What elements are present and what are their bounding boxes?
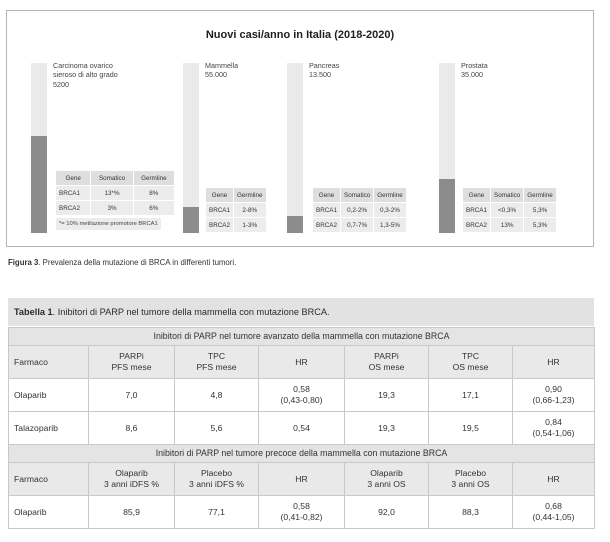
table-cell: 5,6 <box>175 412 259 445</box>
mutation-cell: 13% <box>491 218 523 232</box>
value-label: 35.000 <box>461 70 483 80</box>
column-header: Olaparib 3 anni iDFS % <box>89 463 175 496</box>
mutation-cell: BRCA2 <box>463 218 490 232</box>
table-cell: 4,8 <box>175 379 259 412</box>
parp-table <box>8 327 595 529</box>
drug-name: Olaparib <box>9 496 89 529</box>
column-header: PARPi OS mese <box>345 346 429 379</box>
mutation-cell: BRCA1 <box>463 203 490 217</box>
mutation-header: Somatico <box>91 171 132 185</box>
column-header: PARPi PFS mese <box>89 346 175 379</box>
mutation-cell: 0,3-2% <box>374 203 406 217</box>
mutation-row <box>56 201 174 215</box>
mutation-cell: BRCA1 <box>206 203 233 217</box>
section-title: Inibitori di PARP nel tumore avanzato della mammella con mutazione BRCA <box>9 328 595 346</box>
mutation-row <box>206 218 266 232</box>
mutation-header: Gene <box>206 188 233 202</box>
mutation-header: Somatico <box>341 188 373 202</box>
mutation-cell: BRCA2 <box>313 218 340 232</box>
mutation-cell: 13*% <box>91 186 132 200</box>
mutation-header: Germline <box>134 171 174 185</box>
figure-title: Nuovi casi/anno in Italia (2018-2020) <box>205 29 395 41</box>
mutation-cell: 0,7-7% <box>341 218 373 232</box>
table-cell: 77,1 <box>175 496 259 529</box>
mutation-table-1 <box>205 187 267 233</box>
figure-caption <box>8 258 236 267</box>
mutation-header: Gene <box>313 188 340 202</box>
mutation-header: Germline <box>524 188 556 202</box>
mutation-table-0 <box>55 170 175 216</box>
mutation-cell: 5,3% <box>524 203 556 217</box>
category-label: Carcinoma ovarico <box>53 61 113 70</box>
bar-0 <box>31 136 47 233</box>
mutation-header: Gene <box>463 188 490 202</box>
mutation-cell: 2-8% <box>234 203 266 217</box>
table-cell: 19,5 <box>429 412 513 445</box>
mutation-cell: <0,3% <box>491 203 523 217</box>
table-cell: 85,9 <box>89 496 175 529</box>
mutation-note: *= 10% metilazione promotore BRCA1 <box>56 218 161 230</box>
table-cell: 0,68 (0,44-1,05) <box>513 496 595 529</box>
column-header: TPC OS mese <box>429 346 513 379</box>
drug-name: Talazoparib <box>9 412 89 445</box>
header-row <box>9 346 595 379</box>
bar-1 <box>183 207 199 233</box>
bar-3 <box>439 179 455 233</box>
column-title-0 <box>53 61 118 89</box>
mutation-header: Germline <box>234 188 266 202</box>
mutation-row <box>206 203 266 217</box>
column-header: Placebo 3 anni iDFS % <box>175 463 259 496</box>
table-title-label: Tabella 1 <box>14 307 53 317</box>
table-row <box>9 496 595 529</box>
mutation-cell: 8% <box>134 186 174 200</box>
table-cell: 0,54 <box>259 412 345 445</box>
column-header: Olaparib 3 anni OS <box>345 463 429 496</box>
category-label: Pancreas <box>309 61 340 70</box>
mutation-header: Somatico <box>491 188 523 202</box>
column-header: Farmaco <box>9 463 89 496</box>
bar-2 <box>287 216 303 233</box>
table-cell: 0,84 (0,54-1,06) <box>513 412 595 445</box>
mutation-cell: 5,3% <box>524 218 556 232</box>
mutation-row <box>463 203 556 217</box>
drug-name: Olaparib <box>9 379 89 412</box>
section-title: Inibitori di PARP nel tumore precoce della mammella con mutazione BRCA <box>9 445 595 463</box>
table-row <box>9 412 595 445</box>
table-cell: 0,90 (0,66-1,23) <box>513 379 595 412</box>
category-label: sieroso di alto grado <box>53 70 118 80</box>
section-title-row <box>9 445 595 463</box>
column-header: Placebo 3 anni OS <box>429 463 513 496</box>
mutation-header: Gene <box>56 171 90 185</box>
column-title-1 <box>205 61 238 80</box>
table-cell: 7,0 <box>89 379 175 412</box>
mutation-cell: 0,2-2% <box>341 203 373 217</box>
mutation-header: Germline <box>374 188 406 202</box>
table-row <box>9 379 595 412</box>
mutation-cell: 1-3% <box>234 218 266 232</box>
mutation-row <box>313 203 406 217</box>
table-title <box>8 298 594 327</box>
mutation-row <box>313 218 406 232</box>
mutation-cell: BRCA2 <box>56 201 90 215</box>
caption-text: . Prevalenza della mutazione di BRCA in differenti tumori. <box>38 258 237 267</box>
table-cell: 88,3 <box>429 496 513 529</box>
column-header: Farmaco <box>9 346 89 379</box>
mutation-cell: BRCA1 <box>313 203 340 217</box>
column-header: TPC PFS mese <box>175 346 259 379</box>
header-row <box>9 463 595 496</box>
table-1 <box>8 298 594 529</box>
section-title-row <box>9 328 595 346</box>
category-label: Mammella <box>205 61 239 70</box>
figure-3 <box>6 10 594 247</box>
table-cell: 8,6 <box>89 412 175 445</box>
column-header: HR <box>259 463 345 496</box>
column-header: HR <box>259 346 345 379</box>
value-label: 5200 <box>53 79 69 89</box>
table-title-text: . Inibitori di PARP nel tumore della mammella con mutazione BRCA. <box>52 307 330 317</box>
mutation-cell: BRCA1 <box>56 186 90 200</box>
mutation-cell: 1,3-5% <box>374 218 406 232</box>
mutation-row <box>463 218 556 232</box>
bar-track-2 <box>287 63 303 233</box>
column-header: HR <box>513 346 595 379</box>
table-cell: 0,58 (0,41-0,82) <box>259 496 345 529</box>
column-title-3 <box>461 61 488 80</box>
category-label: Prostata <box>461 61 488 70</box>
mutation-table-3 <box>462 187 557 233</box>
table-cell: 17,1 <box>429 379 513 412</box>
mutation-table-2 <box>312 187 407 233</box>
table-cell: 0,58 (0,43-0,80) <box>259 379 345 412</box>
mutation-row <box>56 186 174 200</box>
value-label: 13.500 <box>309 70 331 80</box>
mutation-cell: 6% <box>134 201 174 215</box>
column-title-2 <box>309 61 339 80</box>
mutation-cell: BRCA2 <box>206 218 233 232</box>
caption-label: Figura 3 <box>8 258 39 267</box>
table-cell: 19,3 <box>345 379 429 412</box>
mutation-cell: 3% <box>91 201 132 215</box>
column-header: HR <box>513 463 595 496</box>
table-cell: 92,0 <box>345 496 429 529</box>
table-cell: 19,3 <box>345 412 429 445</box>
value-label: 55.000 <box>205 70 227 80</box>
